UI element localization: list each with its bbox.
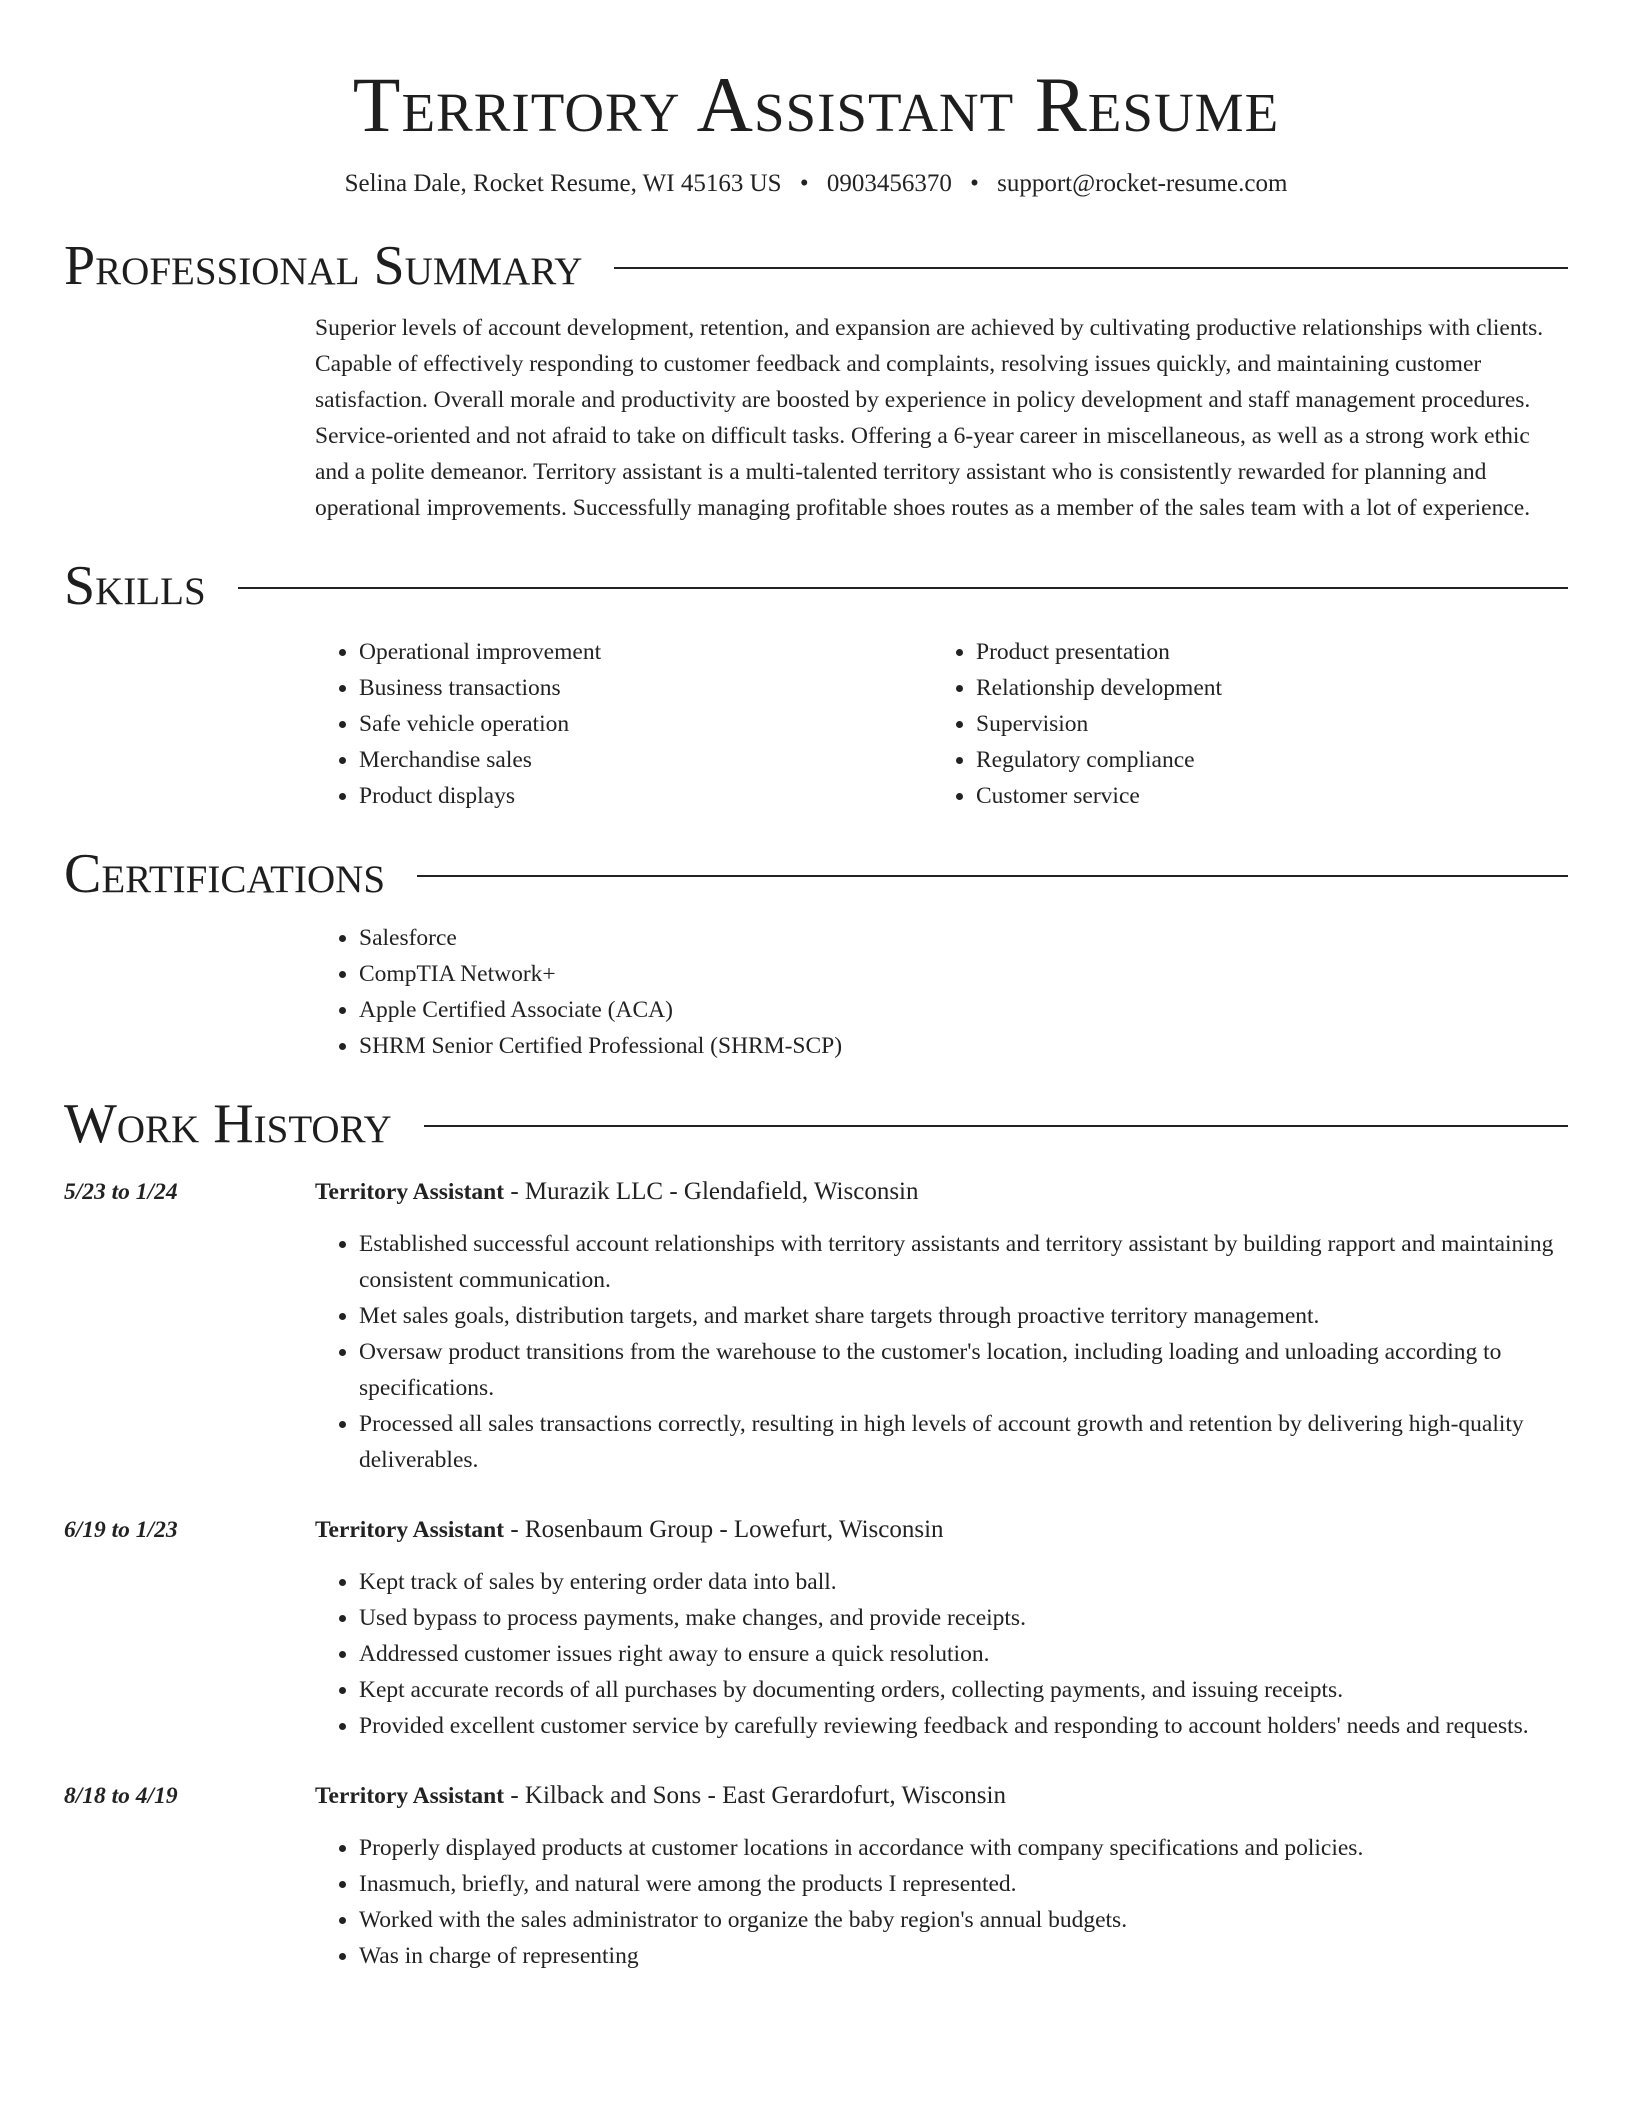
skills-list-right — [932, 634, 1549, 814]
skills-section-header — [64, 554, 1568, 618]
skill-item: • Product displays — [359, 778, 932, 814]
skill-item: • Operational improvement — [359, 634, 932, 670]
job-entry — [64, 1512, 1568, 1744]
skill-item: • Supervision — [976, 706, 1549, 742]
certification-item: • SHRM Senior Certified Professional (SHRM-SCP) — [359, 1028, 1568, 1064]
section-divider — [417, 875, 1568, 877]
summary-text: Superior levels of account development, retention, and expansion are achieved by cultivating productive relationships with clients. Capable of effectively responding to customer feedback and complaints, resolving issues quickly, and maintaining customer satisfaction. Overall morale and productivity are boosted by experience in policy development and staff management procedures. Service-oriented and not afraid to take on difficult tasks. Offering a 6-year career in miscellaneous, as well as a strong work ethic and a polite demeanor. Territory assistant is a multi-talented territory assistant who is consistently rewarded for planning and operational improvements. Successfully managing profitable shoes routes as a member of the sales team with a lot of experience. — [315, 315, 1544, 521]
skills-list-left — [315, 634, 932, 814]
resume-title: Territory Assistant Resume — [352, 61, 1280, 148]
job-company-location: - Murazik LLC - Glendafield, Wisconsin — [504, 1178, 919, 1205]
job-duty: • Properly displayed products at customer locations in accordance with company specifications and policies. — [359, 1830, 1568, 1866]
job-duty: • Was in charge of representing — [359, 1938, 1568, 1974]
job-duties — [315, 1830, 1568, 1974]
job-body — [315, 1512, 1568, 1744]
skills-column-left — [315, 634, 932, 814]
job-dates: 6/19 to 1/23 — [64, 1517, 178, 1543]
job-duties — [315, 1564, 1568, 1744]
job-duty: • Used bypass to process payments, make changes, and provide receipts. — [359, 1600, 1568, 1636]
skill-item: • Regulatory compliance — [976, 742, 1549, 778]
skill-item: • Customer service — [976, 778, 1549, 814]
job-duty: • Met sales goals, distribution targets, and market share targets through proactive territory management. — [359, 1298, 1568, 1334]
job-duty: • Inasmuch, briefly, and natural were among the products I represented. — [359, 1866, 1568, 1902]
job-company-location: - Rosenbaum Group - Lowefurt, Wisconsin — [504, 1516, 944, 1543]
contact-address: Selina Dale, Rocket Resume, WI 45163 US — [344, 170, 782, 197]
section-divider — [614, 267, 1568, 269]
certification-item: • CompTIA Network+ — [359, 956, 1568, 992]
certifications-list — [315, 920, 1568, 1064]
certifications-heading: Certifications — [64, 843, 386, 905]
job-heading — [315, 1778, 1568, 1814]
contact-email: support@rocket-resume.com — [997, 170, 1288, 197]
job-dates: 8/18 to 4/19 — [64, 1783, 178, 1809]
job-heading — [315, 1512, 1568, 1548]
certification-item: • Salesforce — [359, 920, 1568, 956]
job-dates: 5/23 to 1/24 — [64, 1179, 178, 1205]
skill-item: • Relationship development — [976, 670, 1549, 706]
certifications-list-wrapper — [315, 920, 1568, 1064]
job-duty: • Addressed customer issues right away to ensure a quick resolution. — [359, 1636, 1568, 1672]
job-duty: • Kept track of sales by entering order data into ball. — [359, 1564, 1568, 1600]
work-history-heading: Work History — [64, 1093, 392, 1155]
summary-section-header — [64, 234, 1568, 298]
contact-phone: 0903456370 — [826, 170, 952, 197]
resume-page — [64, 0, 1568, 1974]
job-duty: • Kept accurate records of all purchases by documenting orders, collecting payments, and issuing receipts. — [359, 1672, 1568, 1708]
summary-heading: Professional Summary — [64, 235, 583, 297]
contact-line — [64, 168, 1568, 200]
job-duty: • Established successful account relationships with territory assistants and territory assistant by building rapport and maintaining consistent communication. — [359, 1226, 1568, 1298]
job-entry — [64, 1778, 1568, 1974]
job-duties — [315, 1226, 1568, 1478]
job-role: Territory Assistant — [315, 1179, 505, 1205]
job-entry — [64, 1174, 1568, 1478]
skill-item: • Product presentation — [976, 634, 1549, 670]
job-heading — [315, 1174, 1568, 1210]
work-history-section-header — [64, 1092, 1568, 1156]
job-body — [315, 1174, 1568, 1478]
job-duty: • Worked with the sales administrator to organize the baby region's annual budgets. — [359, 1902, 1568, 1938]
section-divider — [424, 1125, 1568, 1127]
skills-grid — [315, 634, 1568, 814]
job-company-location: - Kilback and Sons - East Gerardofurt, Wisconsin — [504, 1782, 1006, 1809]
certification-item: • Apple Certified Associate (ACA) — [359, 992, 1568, 1028]
skill-item: • Business transactions — [359, 670, 932, 706]
contact-separator: • — [970, 170, 979, 197]
skills-heading: Skills — [64, 555, 206, 617]
skills-column-right — [932, 634, 1549, 814]
skill-item: • Safe vehicle operation — [359, 706, 932, 742]
job-duty: • Oversaw product transitions from the warehouse to the customer's location, including loading and unloading according to specifications. — [359, 1334, 1568, 1406]
section-divider — [238, 587, 1568, 589]
certifications-section-header — [64, 842, 1568, 906]
job-role: Territory Assistant — [315, 1517, 505, 1543]
contact-separator: • — [799, 170, 809, 197]
job-duty: • Processed all sales transactions correctly, resulting in high levels of account growth and retention by delivering high-quality deliverables. — [359, 1406, 1568, 1478]
job-body — [315, 1778, 1568, 1974]
job-duty: • Provided excellent customer service by carefully reviewing feedback and responding to account holders' needs and requests. — [359, 1708, 1568, 1744]
job-role: Territory Assistant — [315, 1783, 505, 1809]
skill-item: • Merchandise sales — [359, 742, 932, 778]
